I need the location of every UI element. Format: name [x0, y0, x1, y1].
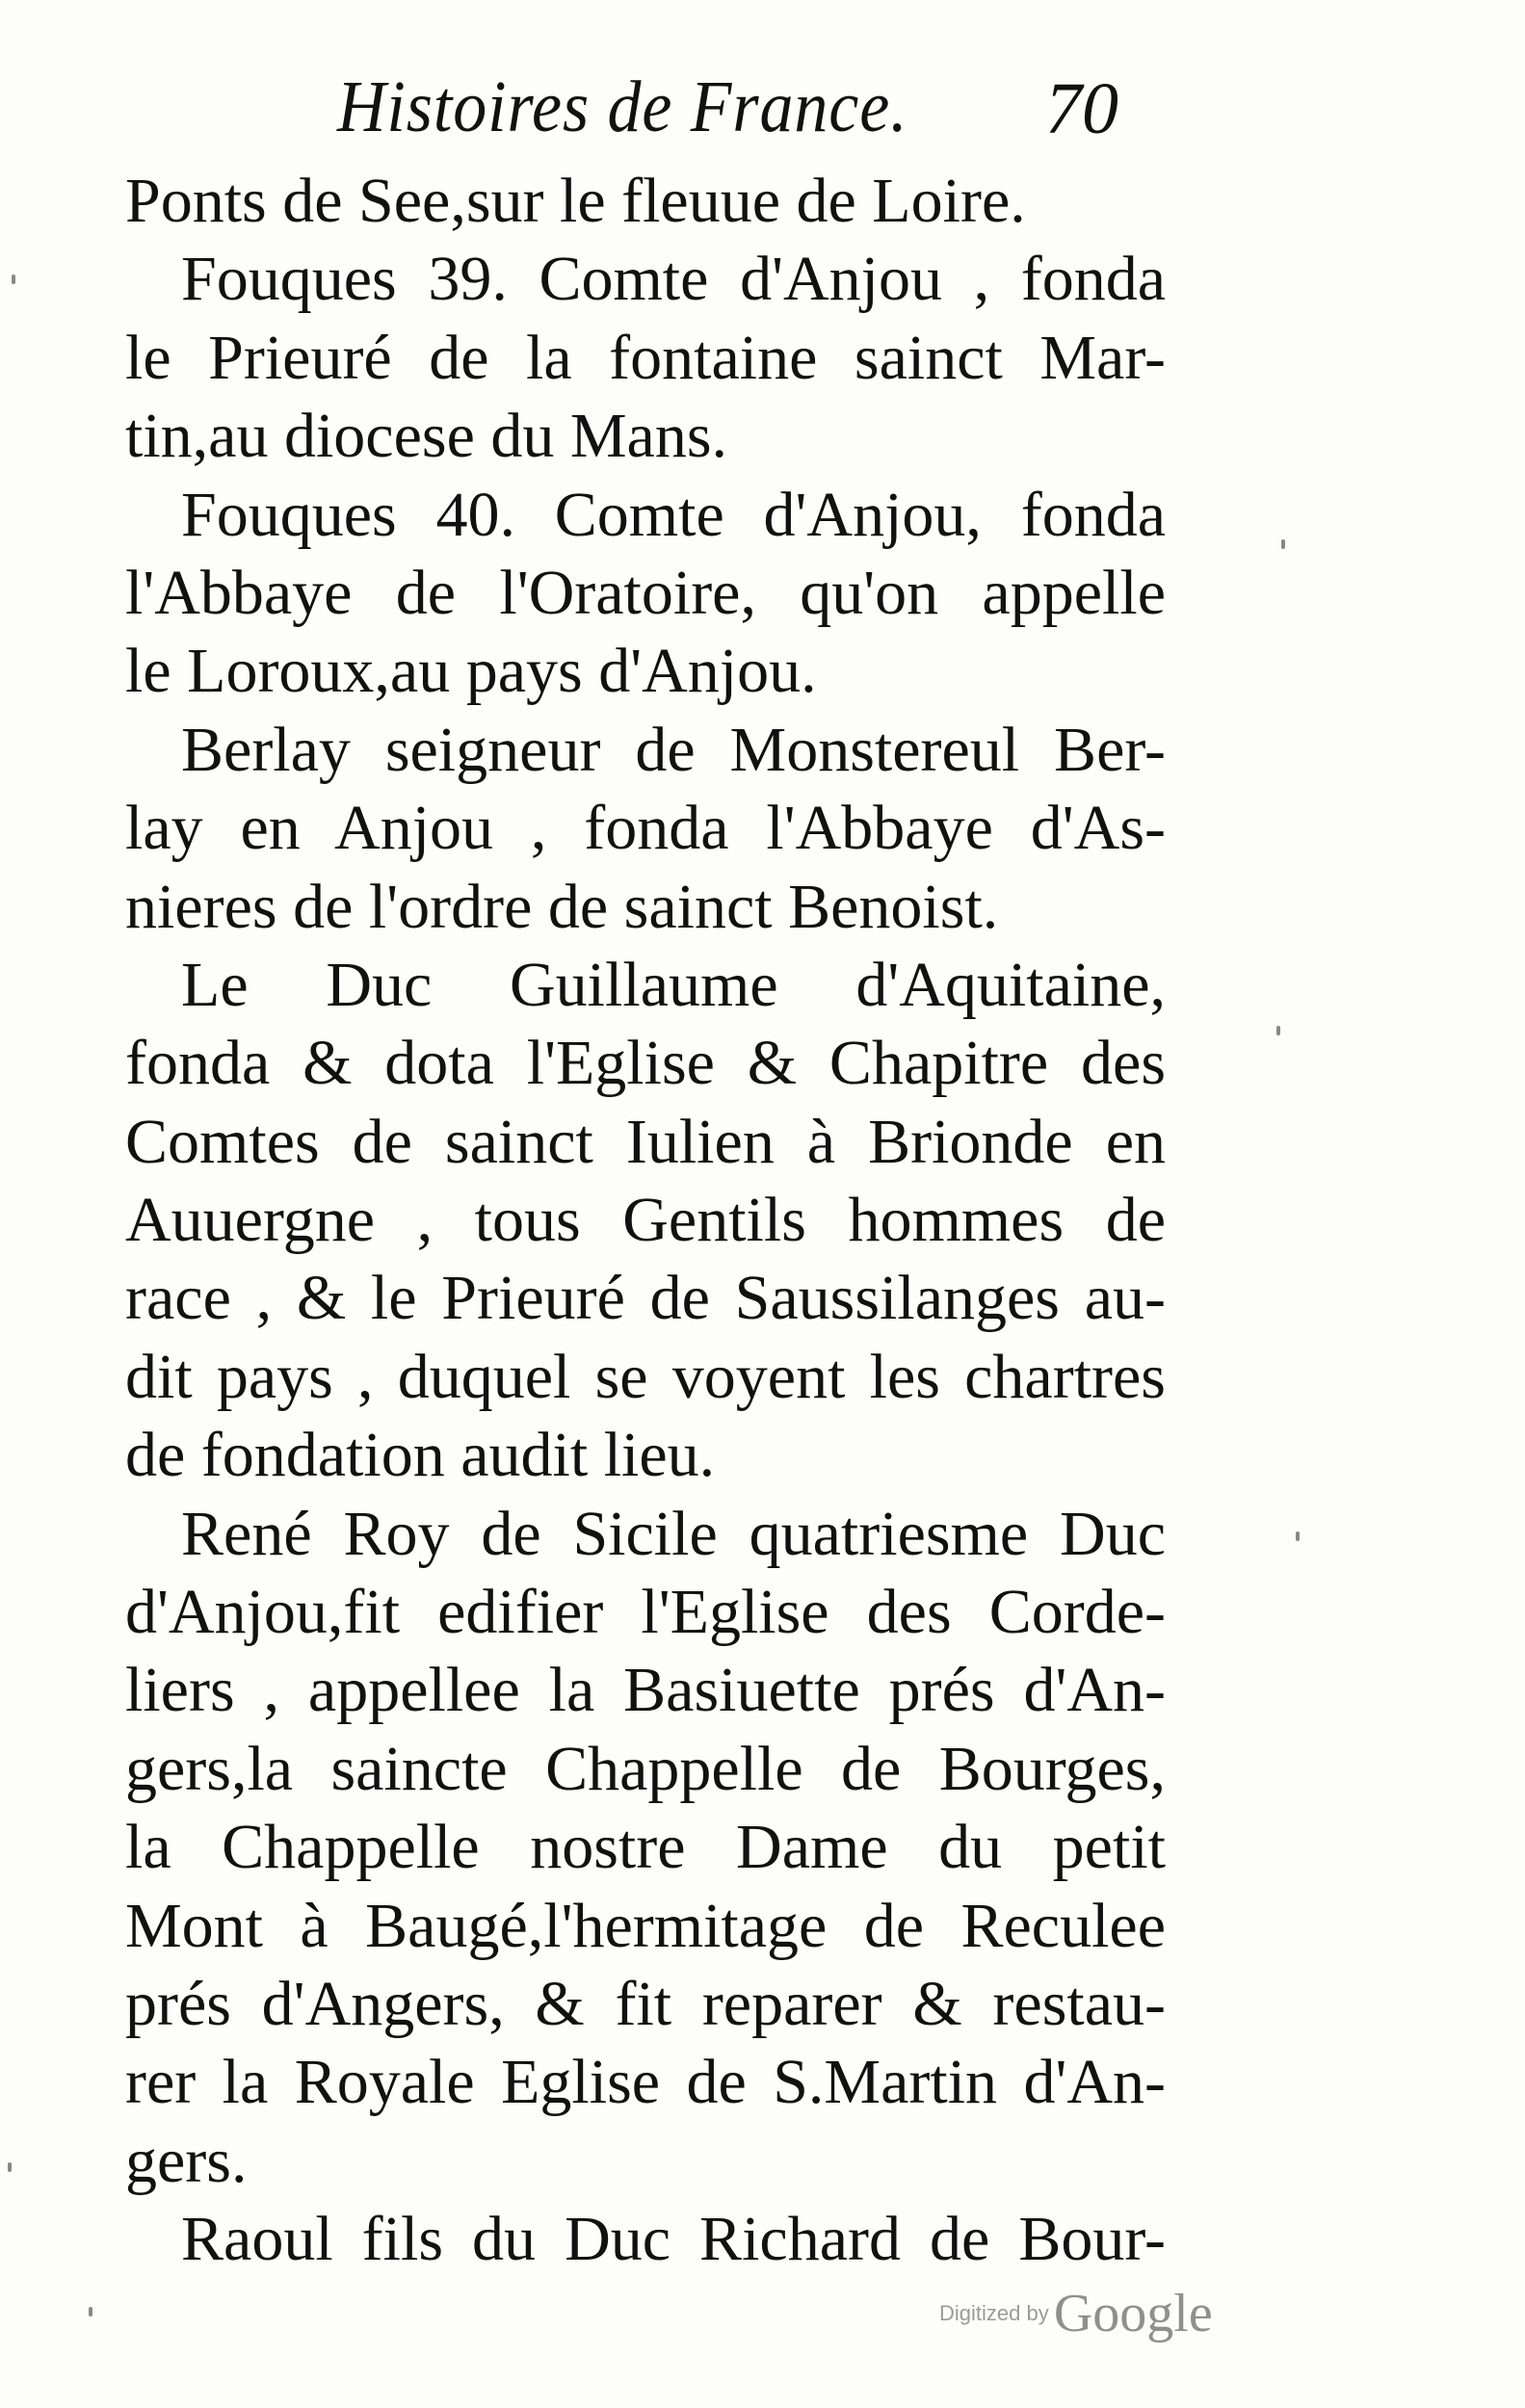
text-line: prés d'Angers, & fit reparer & restau-: [125, 1968, 1166, 2039]
text-line: rer la Royale Eglise de S.Martin d'An-: [125, 2047, 1166, 2118]
text-line: gers.: [125, 2125, 248, 2196]
scan-speck: [1281, 539, 1285, 549]
scan-speck: [12, 275, 15, 284]
scan-speck: [1296, 1531, 1300, 1541]
text-line: race , & le Prieuré de Saussilanges au-: [125, 1263, 1166, 1334]
text-line: Fouques 40. Comte d'Anjou, fonda: [181, 479, 1166, 550]
text-line: Comtes de sainct Iulien à Brionde en: [125, 1106, 1166, 1177]
page-number: 70: [1045, 68, 1118, 149]
text-line: lay en Anjou , fonda l'Abbaye d'As-: [125, 793, 1166, 864]
text-line: Fouques 39. Comte d'Anjou , fonda: [181, 244, 1166, 315]
text-line: le Loroux,au pays d'Anjou.: [125, 636, 817, 707]
scan-speck: [1276, 1026, 1280, 1035]
text-line: de fondation audit lieu.: [125, 1420, 716, 1491]
text-line: Ponts de See,sur le fleuue de Loire.: [125, 166, 1026, 236]
body-text: [125, 162, 1166, 2279]
text-line: nieres de l'ordre de sainct Benoist.: [125, 871, 999, 942]
text-line: dit pays , duquel se voyent les chartres: [125, 1341, 1166, 1412]
text-line: fonda & dota l'Eglise & Chapitre des: [125, 1028, 1166, 1099]
scan-speck: [89, 2307, 92, 2316]
digitization-watermark: [939, 2283, 1213, 2344]
text-line: Berlay seigneur de Monstereul Ber-: [181, 714, 1166, 785]
text-line: liers , appellee la Basiuette prés d'An-: [125, 1655, 1166, 1726]
text-line: gers,la saincte Chappelle de Bourges,: [125, 1733, 1166, 1804]
text-line: la Chappelle nostre Dame du petit: [125, 1812, 1166, 1883]
text-line: l'Abbaye de l'Oratoire, qu'on appelle: [125, 557, 1166, 628]
text-line: René Roy de Sicile quatriesme Duc: [181, 1498, 1166, 1569]
text-line: Auuergne , tous Gentils hommes de: [125, 1185, 1166, 1256]
text-line: Le Duc Guillaume d'Aquitaine,: [181, 949, 1166, 1020]
scan-speck: [8, 2162, 12, 2172]
text-line: tin,au diocese du Mans.: [125, 401, 728, 472]
google-wordmark: Google: [1053, 2284, 1213, 2343]
text-line: le Prieuré de la fontaine sainct Mar-: [125, 322, 1166, 393]
text-line: Raoul fils du Duc Richard de Bour-: [181, 2204, 1166, 2275]
digitized-by-label: Digitized by: [939, 2301, 1049, 2325]
text-line: d'Anjou,fit edifier l'Eglise des Corde-: [125, 1577, 1166, 1648]
text-line: Mont à Baugé,l'hermitage de Reculee: [125, 1890, 1166, 1961]
running-title: Histoires de France.: [337, 66, 908, 147]
